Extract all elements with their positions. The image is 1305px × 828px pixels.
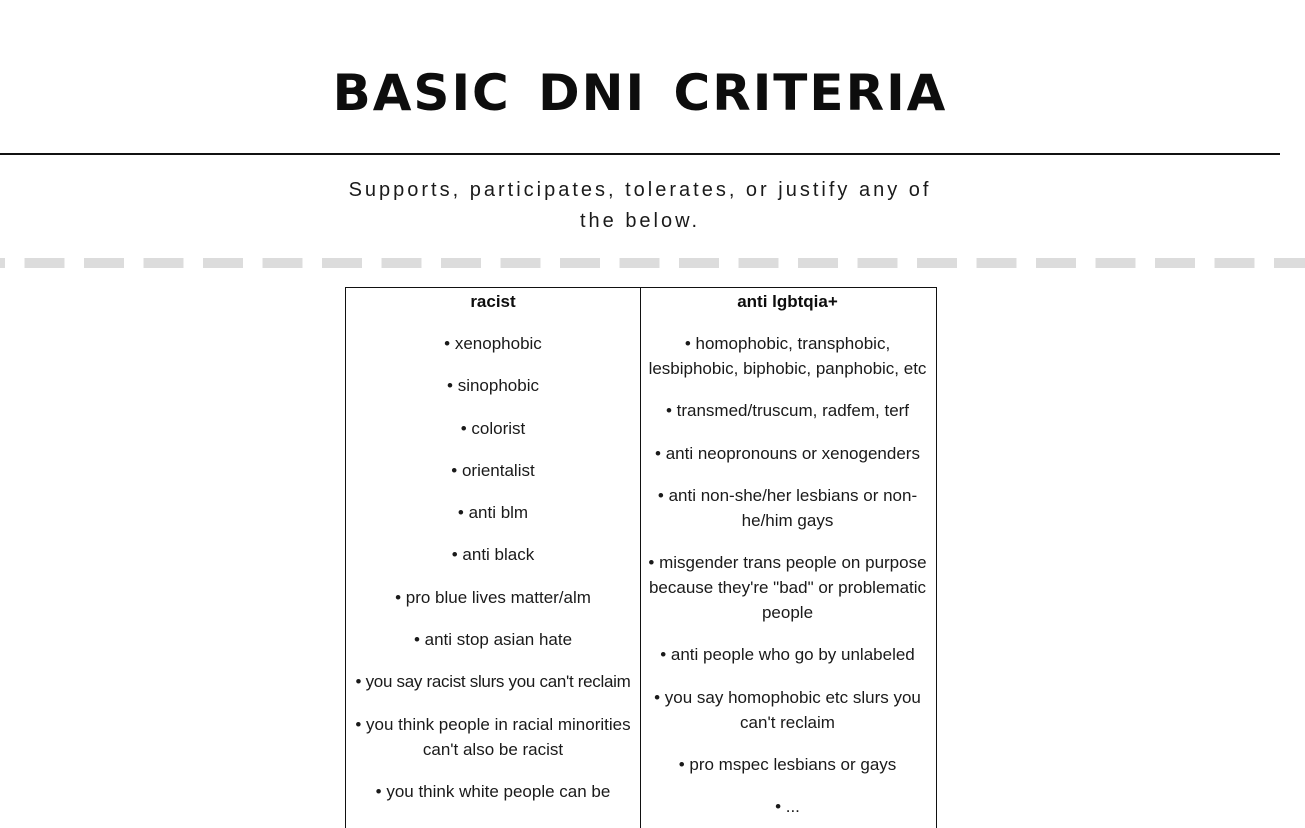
list-item: • colorist (460, 418, 526, 438)
list-item: • sinophobic (447, 376, 539, 396)
column-racist (346, 288, 640, 828)
list-item: • misgender trans people on purpose because they're "bad" or problematic people (648, 553, 927, 623)
page-title: BASIC DNI CRITERIA (332, 64, 948, 122)
list-item: • you say homophobic etc slurs you can't reclaim (654, 687, 921, 732)
subtitle: Supports, participates, tolerates, or justify any of the below. (348, 179, 932, 232)
list-item: • anti neopronouns or xenogenders (655, 443, 920, 463)
list-item: • you say racist slurs you can't reclaim (355, 672, 631, 692)
column-header: racist (470, 292, 516, 311)
criteria-table (345, 287, 937, 828)
list-item: • anti stop asian hate (413, 630, 573, 650)
title-divider (0, 153, 1280, 155)
list-item: • you think people in racial minorities can't also be racist (355, 714, 631, 759)
column-header: anti lgbtqia+ (737, 292, 838, 311)
dashed-divider (0, 258, 1305, 268)
list-item: • pro mspec lesbians or gays (678, 755, 897, 775)
list-item: • homophobic, transphobic, lesbiphobic, biphobic, panphobic, etc (648, 334, 927, 378)
list-item: • anti people who go by unlabeled (660, 645, 915, 665)
list-item: • xenophobic (444, 334, 542, 353)
list-item: • transmed/truscum, radfem, terf (665, 401, 910, 421)
list-item: • you think white people can be (375, 781, 611, 801)
list-item: • ... (775, 797, 800, 817)
column-anti-lgbtqia (640, 288, 934, 828)
list-item: • orientalist (451, 460, 535, 480)
list-item: • anti non-she/her lesbians or non-he/him gays (657, 485, 918, 530)
list-item: • anti blm (457, 503, 529, 523)
list-item: • anti black (451, 545, 535, 565)
list-item: • pro blue lives matter/alm (395, 587, 591, 607)
